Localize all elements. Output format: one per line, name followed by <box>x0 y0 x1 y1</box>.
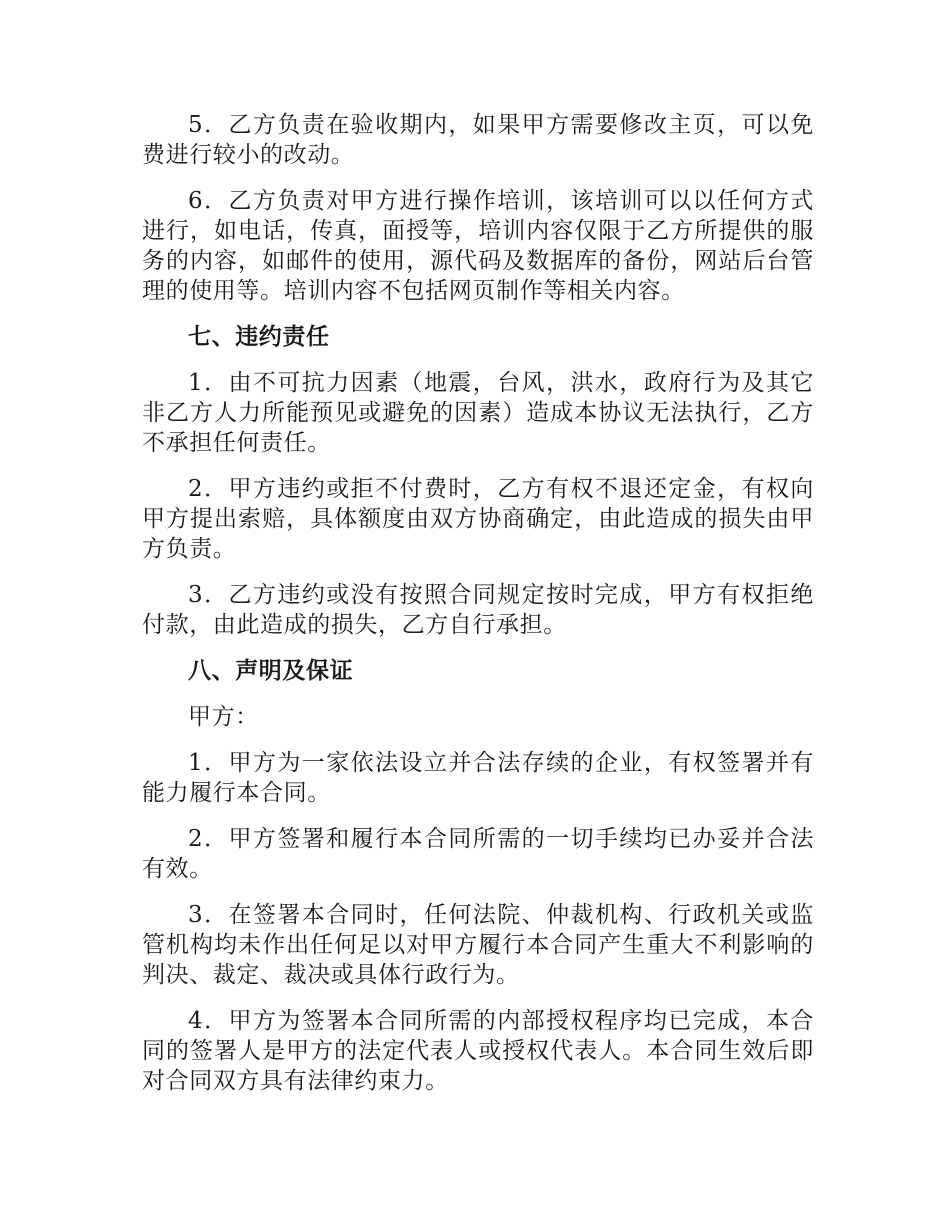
clause-6-training: 6．乙方负责对甲方进行操作培训，该培训可以以任何方式进行，如电话，传真，面授等，培训内容仅限于乙方所提供的服务的内容，如邮件的使用，源代码及数据库的备份，网站后台管理的使用等。培训内容不包括网页制作等相关内容。 <box>142 188 814 304</box>
representation-clause-4: 4．甲方为签署本合同所需的内部授权程序均已完成，本合同的签署人是甲方的法定代表人或授权代表人。本合同生效后即对合同双方具有法律约束力。 <box>142 1008 814 1094</box>
clause-5-homepage-changes: 5．乙方负责在验收期内，如果甲方需要修改主页，可以免费进行较小的改动。 <box>142 112 814 168</box>
representation-clause-1: 1．甲方为一家依法设立并合法存续的企业，有权签署并有能力履行本合同。 <box>142 750 814 806</box>
section-heading-representations: 八、声明及保证 <box>188 658 354 684</box>
representation-clause-2: 2．甲方签署和履行本合同所需的一切手续均已办妥并合法有效。 <box>142 826 814 882</box>
breach-clause-3: 3．乙方违约或没有按照合同规定按时完成，甲方有权拒绝付款，由此造成的损失，乙方自行承担。 <box>142 582 814 638</box>
section-heading-breach: 七、违约责任 <box>188 324 330 350</box>
breach-clause-1: 1．由不可抗力因素（地震，台风，洪水，政府行为及其它非乙方人力所能预见或避免的因素）造成本协议无法执行，乙方不承担任何责任。 <box>142 370 814 456</box>
document-page <box>142 110 814 1112</box>
breach-clause-2: 2．甲方违约或拒不付费时，乙方有权不退还定金，有权向甲方提出索赔，具体额度由双方协商确定，由此造成的损失由甲方负责。 <box>142 476 814 562</box>
party-a-label: 甲方： <box>188 704 259 730</box>
representation-clause-3: 3．在签署本合同时，任何法院、仲裁机构、行政机关或监管机构均未作出任何足以对甲方履行本合同产生重大不利影响的判决、裁定、裁决或具体行政行为。 <box>142 902 814 988</box>
